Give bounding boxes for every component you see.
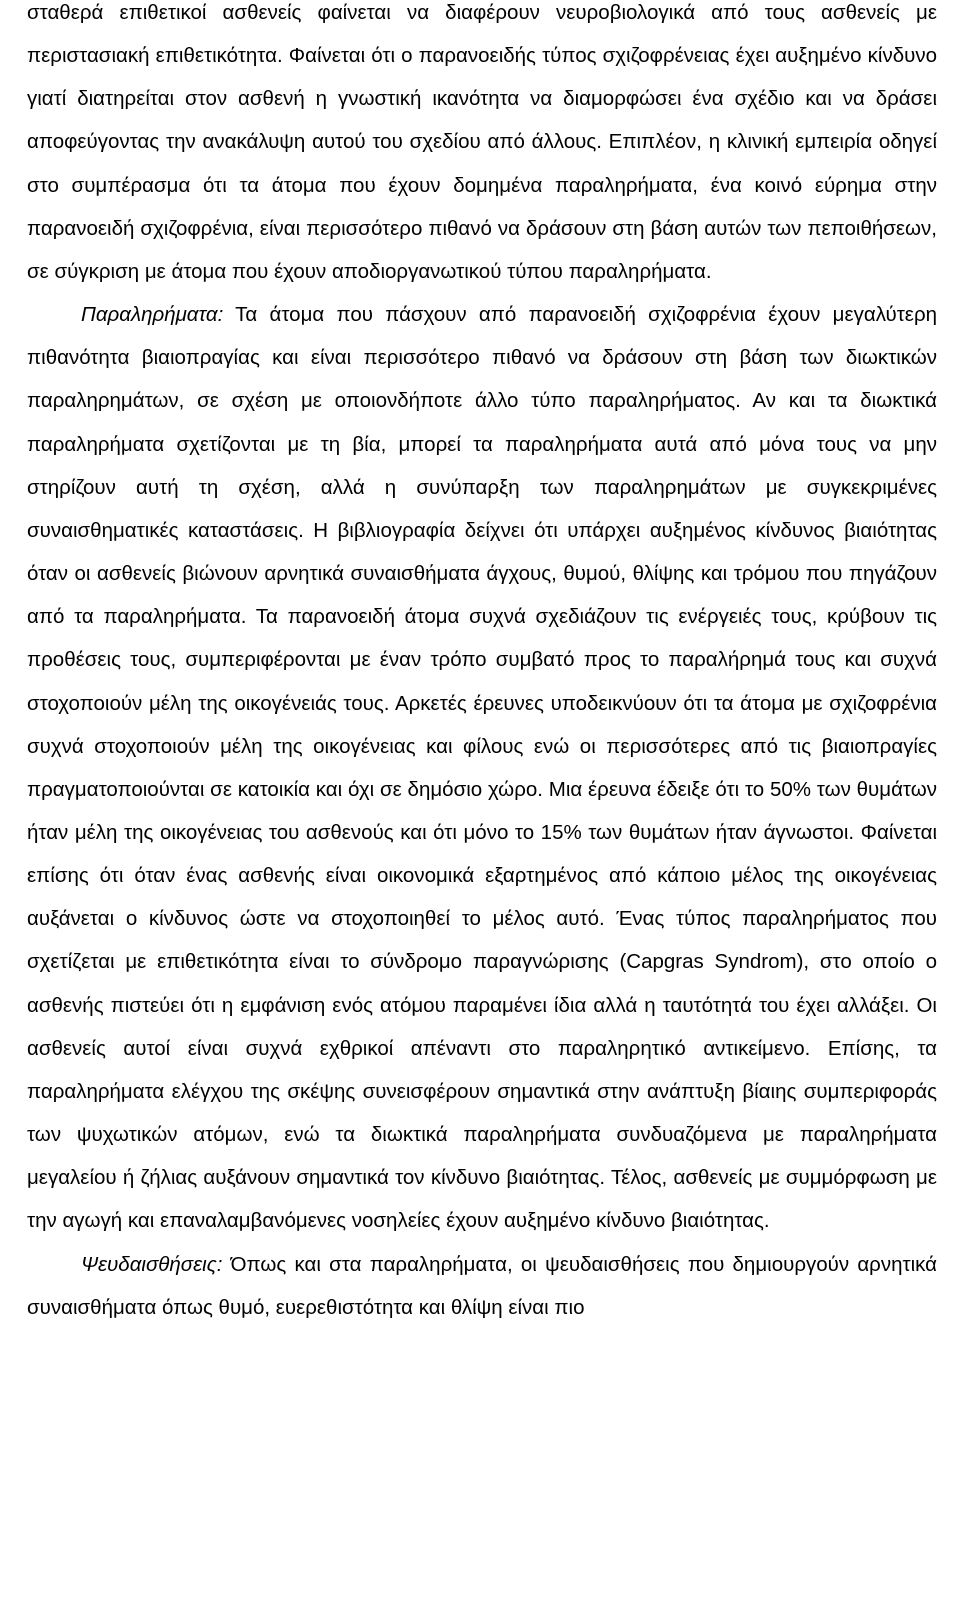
paragraph-delusions (27, 293, 937, 1242)
paragraph-hallucinations (27, 1243, 937, 1329)
paragraph-text: σταθερά επιθετικοί ασθενείς φαίνεται να διαφέρουν νευροβιολογικά από τους ασθενείς με περιστασιακή επιθετικότητα. Φαίνεται ότι ο παρανοειδής τύπος σχιζοφρένειας έχει αυξημένο κίνδυνο γιατί διατηρείται στον ασθενή η γνωστική ικανότητα να διαμορφώσει ένα σχέδιο και να δράσει αποφεύγοντας την ανακάλυψη αυτού του σχεδίου από άλλους. Επιπλέον, η κλινική εμπειρία οδηγεί στο συμπέρασμα ότι τα άτομα που έχουν δομημένα παραληρήματα, ένα κοινό εύρημα στην παρανοειδή σχιζοφρένια, είναι περισσότερο πιθανό να δράσουν στη βάση αυτών των πεποιθήσεων, σε σύγκριση με άτομα που έχουν αποδιοργανωτικού τύπου παραληρήματα. (27, 1, 937, 283)
section-lead-hallucinations: Ψευδαισθήσεις: (81, 1252, 223, 1276)
paragraph-text: Όπως και στα παραληρήματα, οι ψευδαισθήσεις που δημιουργούν αρνητικά συναισθήματα όπως θυμό, ευερεθιστότητα και θλίψη είναι πιο (27, 1252, 937, 1319)
document-page (27, 0, 937, 1329)
paragraph-violence-subtypes (27, 0, 937, 293)
paragraph-text: Τα άτομα που πάσχουν από παρανοειδή σχιζοφρένια έχουν μεγαλύτερη πιθανότητα βιαιοπραγίας και είναι περισσότερο πιθανό να δράσουν στη βάση των διωκτικών παραληρημάτων, σε σχέση με οποιονδήποτε άλλο τύπο παραληρήματος. Αν και τα διωκτικά παραληρήματα σχετίζονται με τη βία, μπορεί τα παραληρήματα αυτά από μόνα τους να μην στηρίζουν αυτή τη σχέση, αλλά η συνύπαρξη των παραληρημάτων με συγκεκριμένες συναισθηματικές καταστάσεις. Η βιβλιογραφία δείχνει ότι υπάρχει αυξημένος κίνδυνος βιαιότητας όταν οι ασθενείς βιώνουν αρνητικά συναισθήματα άγχους, θυμού, θλίψης και τρόμου που πηγάζουν από τα παραληρήματα. Τα παρανοειδή άτομα συχνά σχεδιάζουν τις ενέργειές τους, κρύβουν τις προθέσεις τους, συμπεριφέρονται με έναν τρόπο συμβατό προς το παραλήρημά τους και συχνά στοχοποιούν μέλη της οικογένειάς τους. Αρκετές έρευνες υποδεικνύουν ότι τα άτομα με σχιζοφρένια συχνά στοχοποιούν μέλη της οικογένειας και φίλους ενώ οι περισσότερες από τις βιαιοπραγίες πραγματοποιούνται σε κατοικία και όχι σε δημόσιο χώρο. Μια έρευνα έδειξε ότι το 50% των θυμάτων ήταν μέλη της οικογένειας του ασθενούς και ότι μόνο το 15% των θυμάτων ήταν άγνωστοι. Φαίνεται επίσης ότι όταν ένας ασθενής είναι οικονομικά εξαρτημένος από κάποιο μέλος της οικογένειας αυξάνεται ο κίνδυνος ώστε να στοχοποιηθεί το μέλος αυτό. Ένας τύπος παραληρήματος που σχετίζεται με επιθετικότητα είναι το σύνδρομο παραγνώρισης (Capgras Syndrom), στο οποίο ο ασθενής πιστεύει ότι η εμφάνιση ενός ατόμου παραμένει ίδια αλλά η ταυτότητά του έχει αλλάξει. Οι ασθενείς αυτοί είναι συχνά εχθρικοί απέναντι στο παραληρητικό αντικείμενο. Επίσης, τα παραληρήματα ελέγχου της σκέψης συνεισφέρουν σημαντικά στην ανάπτυξη βίαιης συμπεριφοράς των ψυχωτικών ατόμων, ενώ τα διωκτικά παραληρήματα συνδυαζόμενα με παραληρήματα μεγαλείου ή ζήλιας αυξάνουν σημαντικά τον κίνδυνο βιαιότητας. Τέλος, ασθενείς με συμμόρφωση με την αγωγή και επαναλαμβανόμενες νοσηλείες έχουν αυξημένο κίνδυνο βιαιότητας. (27, 303, 937, 1233)
section-lead-delusions: Παραληρήματα: (81, 303, 224, 327)
